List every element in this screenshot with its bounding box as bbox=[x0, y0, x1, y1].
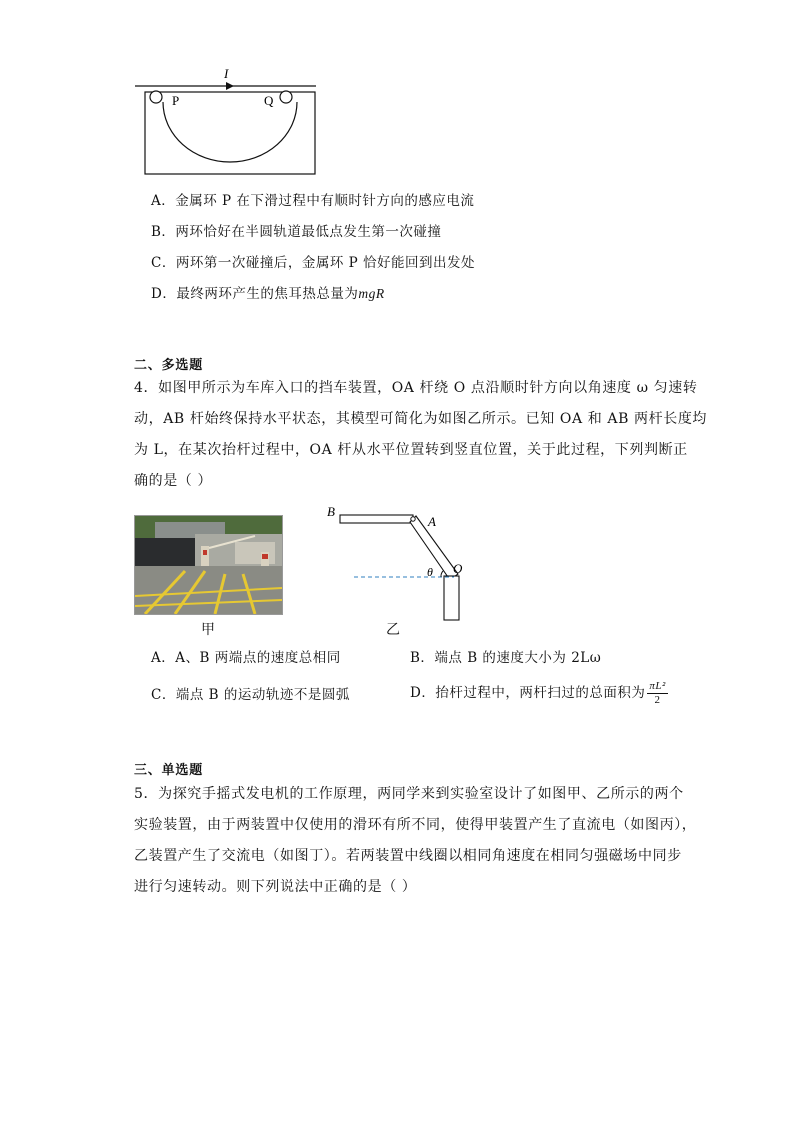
q3-option-b bbox=[151, 222, 441, 242]
q3-track-diagram bbox=[130, 62, 330, 178]
label-theta: θ bbox=[427, 565, 433, 579]
ring-q bbox=[280, 91, 292, 103]
q5-stem-line: 乙装置产生了交流电（如图丁）。若两装置中线圈以相同角速度在相同匀强磁场中同步 bbox=[134, 848, 682, 864]
option-prefix: A． bbox=[151, 650, 176, 666]
option-prefix: D． bbox=[410, 685, 436, 701]
option-prefix: C． bbox=[151, 687, 176, 703]
q3-option-c bbox=[151, 253, 475, 273]
area-fraction bbox=[647, 680, 667, 707]
q5-stem-line: 5．为探究手摇式发电机的工作原理，两同学来到实验室设计了如图甲、乙所示的两个 bbox=[134, 786, 684, 802]
q5-stem-line: 实验装置，由于两装置中仅使用的滑环有所不同，使得甲装置产生了直流电（如图丙）， bbox=[134, 817, 697, 833]
q4-stem-line: 动，AB 杆始终保持水平状态，其模型可简化为如图乙所示。已知 OA 和 AB 两杆长度均 bbox=[134, 411, 708, 427]
label-a: A bbox=[428, 514, 436, 529]
garage-entrance-photo bbox=[134, 515, 283, 615]
option-text: 两环恰好在半圆轨道最低点发生第一次碰撞 bbox=[175, 224, 442, 240]
q4-option-c bbox=[151, 685, 350, 705]
rod-ab bbox=[340, 515, 413, 523]
current-label: I bbox=[224, 66, 229, 81]
q5-stem-line: 进行匀速转动。则下列说法中正确的是（ ） bbox=[134, 879, 417, 895]
semicircular-track bbox=[163, 102, 297, 162]
label-b: B bbox=[327, 504, 335, 519]
q3-option-d bbox=[151, 284, 385, 304]
q4-option-a bbox=[151, 648, 341, 668]
ring-p-label: P bbox=[172, 93, 180, 108]
barrier-arm-diagram bbox=[320, 500, 470, 625]
q4-option-d bbox=[410, 680, 668, 707]
q4-stem-line: 4．如图甲所示为车库入口的挡车装置，OA 杆绕 O 点沿顺时针方向以角速度 ω 匀速转 bbox=[134, 380, 698, 396]
pivot-a-icon bbox=[411, 517, 415, 521]
option-text: 端点 B 的运动轨迹不是圆弧 bbox=[175, 687, 350, 703]
section-heading: 三、单选题 bbox=[134, 763, 204, 778]
fraction-denominator: 2 bbox=[654, 694, 661, 706]
angle-arc bbox=[441, 571, 443, 577]
option-text: 端点 B 的速度大小为 2Lω bbox=[434, 650, 602, 666]
diagram-caption: 乙 bbox=[386, 622, 400, 638]
option-prefix: A． bbox=[151, 193, 176, 209]
option-text: 抬杆过程中，两杆扫过的总面积为 bbox=[435, 685, 646, 701]
q4-stem-line: 为 L，在某次抬杆过程中，OA 杆从水平位置转到竖直位置，关于此过程，下列判断正 bbox=[134, 442, 688, 458]
fraction-numerator: πL² bbox=[649, 680, 666, 692]
option-text: 两环第一次碰撞后，金属环 P 恰好能回到出发处 bbox=[175, 255, 476, 271]
option-text: A、B 两端点的速度总相同 bbox=[175, 650, 341, 666]
photo-caption: 甲 bbox=[201, 622, 215, 638]
section-heading: 二、多选题 bbox=[134, 358, 204, 373]
option-text: 最终两环产生的焦耳热总量为 bbox=[176, 286, 359, 302]
option-math: mgR bbox=[358, 286, 385, 301]
ring-p bbox=[150, 91, 162, 103]
option-prefix: B． bbox=[151, 224, 176, 240]
q3-option-a bbox=[151, 191, 474, 211]
post bbox=[444, 576, 459, 620]
option-prefix: B． bbox=[410, 650, 435, 666]
label-o: O bbox=[453, 561, 463, 576]
q4-stem-line: 确的是（ ） bbox=[134, 473, 213, 489]
option-prefix: D． bbox=[151, 286, 177, 302]
current-arrow-icon bbox=[226, 82, 234, 90]
option-text: 金属环 P 在下滑过程中有顺时针方向的感应电流 bbox=[175, 193, 475, 209]
option-prefix: C． bbox=[151, 255, 176, 271]
ring-q-label: Q bbox=[264, 93, 274, 108]
q4-option-b bbox=[410, 648, 601, 668]
